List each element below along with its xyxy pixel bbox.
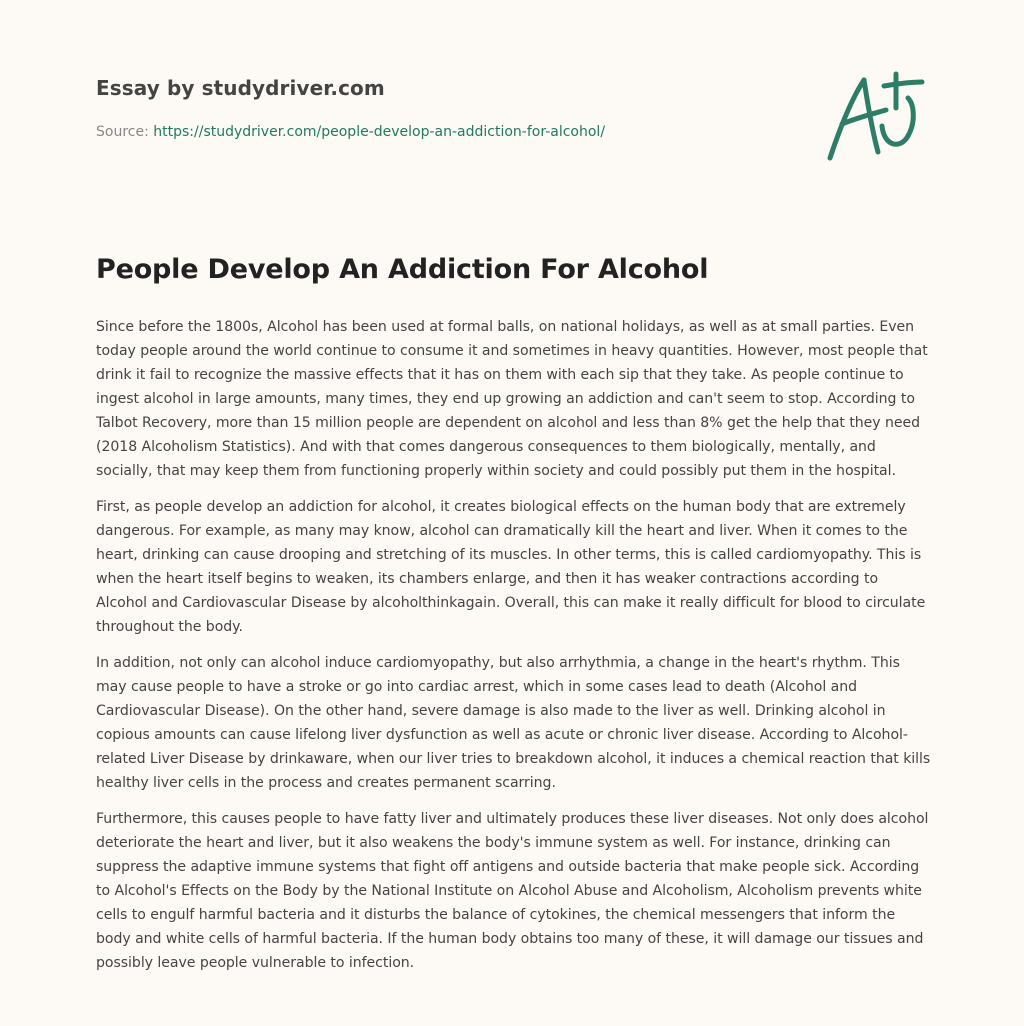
- a-plus-grade-icon: [822, 66, 932, 166]
- essay-body: [96, 315, 932, 987]
- site-brand: Essay by studydriver.com: [96, 76, 385, 100]
- source-line: [96, 124, 796, 140]
- paragraph: Since before the 1800s, Alcohol has been used at formal balls, on national holidays, as well as at small parties. Even today people around the world continue to consume it and sometimes in heavy quantities. However, most people that drink it fail to recognize the massive effects that it has on them with each sip that they take. As people continue to ingest alcohol in large amounts, many times, they end up growing an addiction and can't seem to stop. According to Talbot Recovery, more than 15 million people are dependent on alcohol and less than 8% get the help that they need (2018 Alcoholism Statistics). And with that comes dangerous consequences to them biologically, mentally, and socially, that may keep them from functioning properly within society and could possibly put them in the hospital.: [96, 319, 928, 479]
- source-link[interactable]: https://studydriver.com/people-develop-an-addiction-for-alcohol/: [153, 124, 606, 140]
- paragraph: First, as people develop an addiction for alcohol, it creates biological effects on the human body that are extremely dangerous. For example, as many may know, alcohol can dramatically kill the heart and liver. When it comes to the heart, drinking can cause drooping and stretching of its muscles. In other terms, this is called cardiomyopathy. This is when the heart itself begins to weaken, its chambers enlarge, and then it has weaker contractions according to Alcohol and Cardiovascular Disease by alcoholthinkagain. Overall, this can make it really difficult for blood to circulate throughout the body.: [96, 499, 926, 635]
- essay-title: People Develop An Addiction For Alcohol: [96, 254, 709, 285]
- source-label: Source:: [96, 124, 149, 140]
- essay-header: [96, 76, 796, 140]
- paragraph: In addition, not only can alcohol induce cardiomyopathy, but also arrhythmia, a change in the heart's rhythm. This may cause people to have a stroke or go into cardiac arrest, which in some cases lead to death (Alcohol and Cardiovascular Disease). On the other hand, severe damage is also made to the liver as well. Drinking alcohol in copious amounts can cause lifelong liver dysfunction as well as acute or chronic liver disease. According to Alcohol-related Liver Disease by drinkaware, when our liver tries to breakdown alcohol, it induces a chemical reaction that kills healthy liver cells in the process and creates permanent scarring.: [96, 655, 931, 791]
- paragraph: Furthermore, this causes people to have fatty liver and ultimately produces these liver diseases. Not only does alcohol deteriorate the heart and liver, but it also weakens the body's immune system as well. For instance, drinking can suppress the adaptive immune systems that fight off antigens and outside bacteria that make people sick. According to Alcohol's Effects on the Body by the National Institute on Alcohol Abuse and Alcoholism, Alcoholism prevents white cells to engulf harmful bacteria and it disturbs the balance of cytokines, the chemical messengers that inform the body and white cells of harmful bacteria. If the human body obtains too many of these, it will damage our tissues and possibly leave people vulnerable to infection.: [96, 811, 929, 971]
